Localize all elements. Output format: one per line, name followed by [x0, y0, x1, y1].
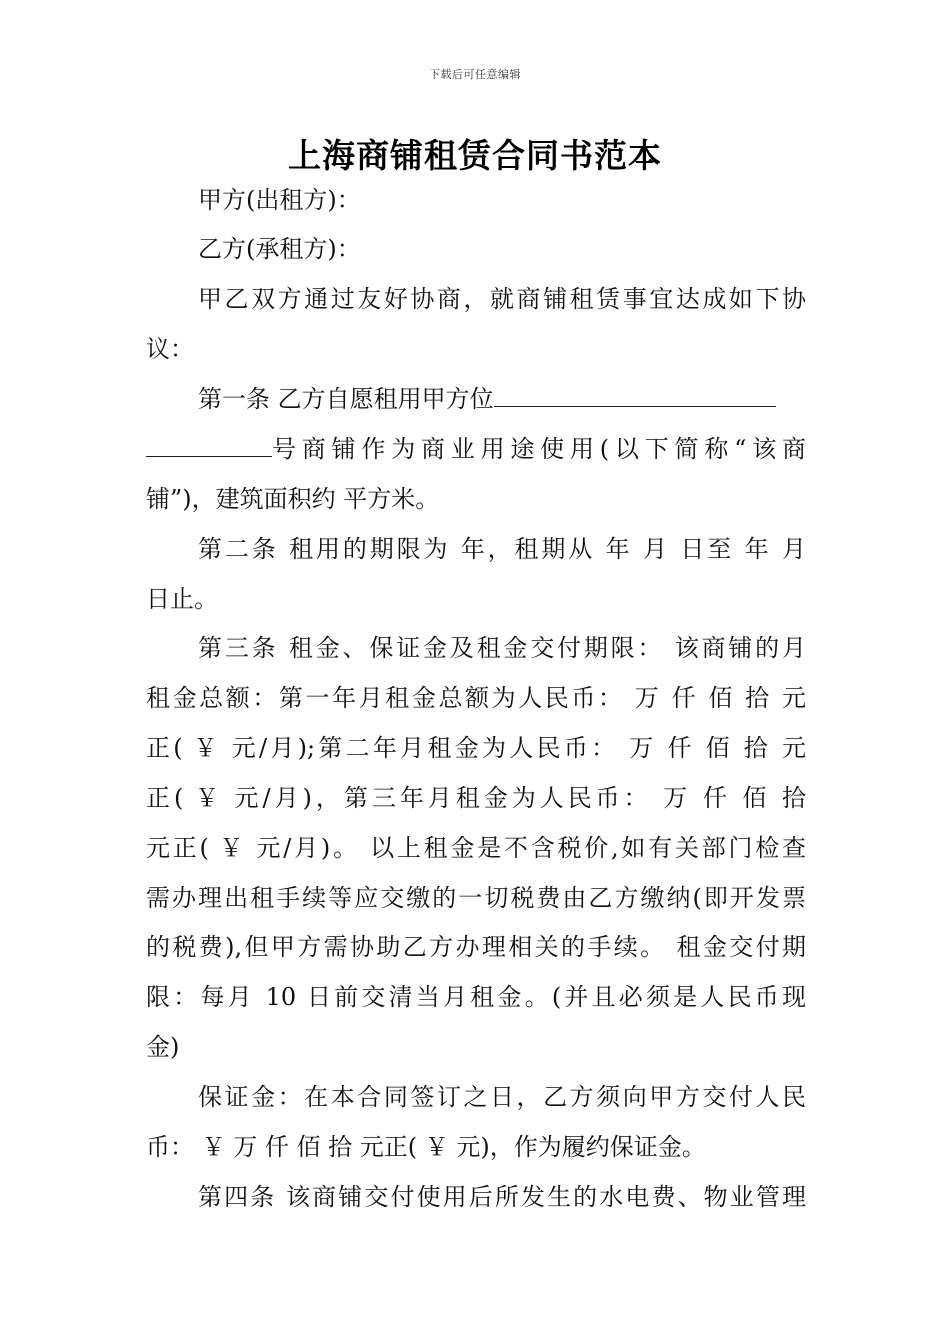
article-3-line-3: 正( ￥ 元/月);第二年月租金为人民币： 万 仟 佰 拾 元: [146, 734, 806, 762]
preamble-line-1: 甲乙双方通过友好协商，就商铺租赁事宜达成如下协: [198, 285, 806, 313]
article-1-text-2: 号商铺作为商业用途使用(以下简称“该商: [272, 435, 806, 463]
article-3-line-7: 的税费),但甲方需协助乙方办理相关的手续。 租金交付期: [146, 933, 806, 961]
article-3-line-4: 正( ￥ 元/月)，第三年月租金为人民币： 万 仟 佰 拾: [146, 784, 806, 812]
article-1-line-1: [198, 384, 806, 414]
document-title: 上海商铺租赁合同书范本: [288, 136, 662, 175]
deposit-line-1: 保证金：在本合同签订之日，乙方须向甲方交付人民: [198, 1083, 806, 1111]
article-4-line-1: 第四条 该商铺交付使用后所发生的水电费、物业管理: [198, 1183, 806, 1211]
article-2-line-1: 第二条 租用的期限为 年，租期从 年 月 日至 年 月: [198, 535, 806, 563]
party-b-line: 乙方(承租方)：: [198, 235, 361, 263]
article-3-line-6: 需办理出租手续等应交缴的一切税费由乙方缴纳(即开发票: [146, 884, 806, 912]
party-a-line: 甲方(出租方)：: [198, 186, 361, 214]
article-2-line-2: 日止。: [146, 585, 218, 613]
article-3-line-5: 元正( ￥ 元/月)。 以上租金是不含税价,如有关部门检查: [146, 834, 806, 862]
header-note: 下载后可任意编辑: [429, 68, 521, 81]
article-1-text: 第一条 乙方自愿租用甲方位: [198, 385, 494, 413]
article-3-line-9: 金): [146, 1033, 180, 1061]
deposit-line-2: 币： ￥ 万 仟 佰 拾 元正( ￥ 元)，作为履约保证金。: [146, 1133, 706, 1161]
article-3-line-1: 第三条 租金、保证金及租金交付期限： 该商铺的月: [198, 634, 806, 662]
article-1-line-3: 铺”)，建筑面积约 平方米。: [146, 485, 440, 513]
location-blank: [494, 384, 776, 407]
article-1-line-2: [146, 434, 806, 464]
article-3-line-8: 限：每月 10 日前交清当月租金。(并且必须是人民币现: [146, 983, 806, 1011]
preamble-line-2: 议：: [146, 335, 194, 363]
shop-number-blank: [146, 434, 272, 457]
article-3-line-2: 租金总额：第一年月租金总额为人民币： 万 仟 佰 拾 元: [146, 684, 806, 712]
